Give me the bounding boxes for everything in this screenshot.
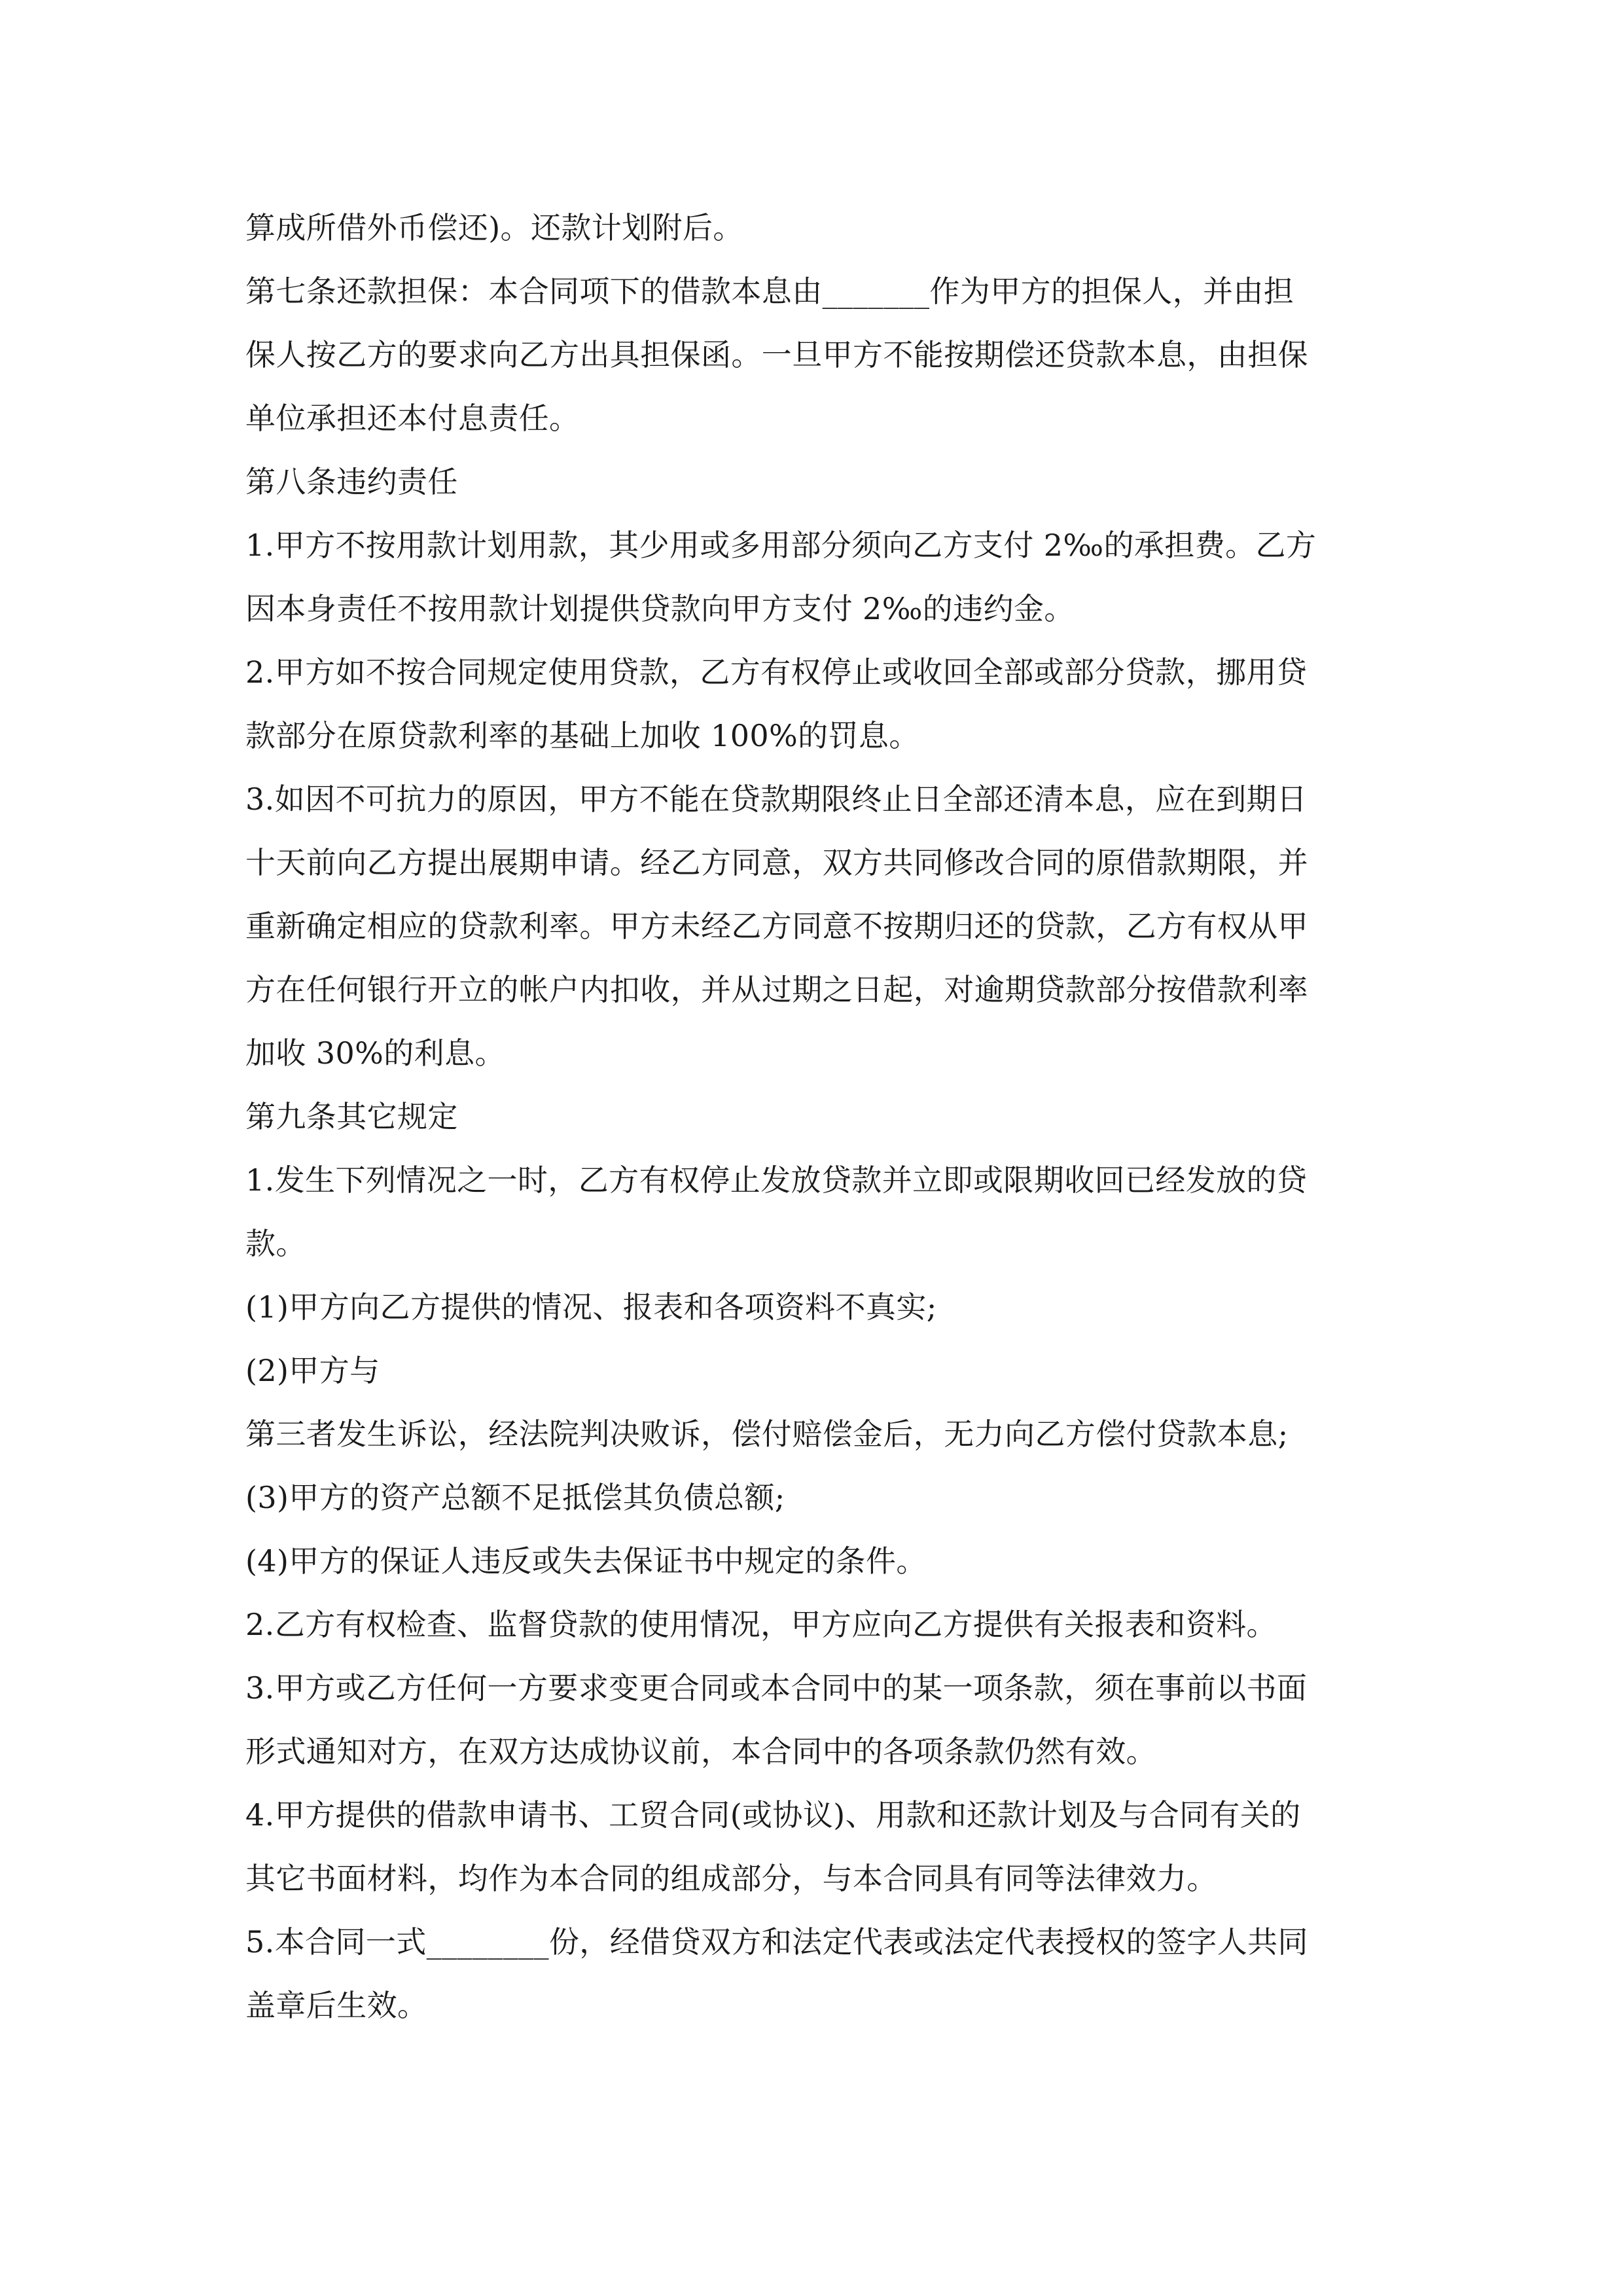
text-line: (1)甲方向乙方提供的情况、报表和各项资料不真实; bbox=[245, 1289, 937, 1325]
text-line: 盖章后生效。 bbox=[245, 1988, 428, 2023]
text-line: 第三者发生诉讼，经法院判决败诉，偿付赔偿金后，无力向乙方偿付贷款本息; bbox=[245, 1416, 1289, 1452]
text-line: 3.甲方或乙方任何一方要求变更合同或本合同中的某一项条款，须在事前以书面 bbox=[245, 1670, 1308, 1706]
text-line: (4)甲方的保证人违反或失去保证书中规定的条件。 bbox=[245, 1543, 927, 1579]
text-line: 5.本合同一式________份，经借贷双方和法定代表或法定代表授权的签字人共同 bbox=[245, 1924, 1308, 1960]
text-line: 形式通知对方，在双方达成协议前，本合同中的各项条款仍然有效。 bbox=[245, 1734, 1156, 1769]
text-line: 算成所借外币偿还)。还款计划附后。 bbox=[245, 210, 743, 245]
text-line: 单位承担还本付息责任。 bbox=[245, 401, 580, 436]
text-line: (2)甲方与 bbox=[245, 1353, 380, 1388]
text-line: 方在任何银行开立的帐户内扣收，并从过期之日起，对逾期贷款部分按借款利率 bbox=[245, 972, 1308, 1007]
text-line: 2.乙方有权检查、监督贷款的使用情况，甲方应向乙方提供有关报表和资料。 bbox=[245, 1607, 1277, 1642]
text-line: 保人按乙方的要求向乙方出具担保函。一旦甲方不能按期偿还贷款本息，由担保 bbox=[245, 337, 1308, 372]
section-heading: 第九条其它规定 bbox=[245, 1099, 458, 1134]
text-line: (3)甲方的资产总额不足抵偿其负债总额; bbox=[245, 1480, 785, 1515]
text-line: 3.如因不可抗力的原因，甲方不能在贷款期限终止日全部还清本息，应在到期日 bbox=[245, 781, 1308, 817]
text-line: 1.甲方不按用款计划用款，其少用或多用部分须向乙方支付 2‰的承担费。乙方 bbox=[245, 528, 1317, 563]
text-line: 重新确定相应的贷款利率。甲方未经乙方同意不按期归还的贷款，乙方有权从甲 bbox=[245, 908, 1308, 944]
text-line: 4.甲方提供的借款申请书、工贸合同(或协议)、用款和还款计划及与合同有关的 bbox=[245, 1797, 1301, 1833]
text-line: 款部分在原贷款利率的基础上加收 100%的罚息。 bbox=[245, 718, 919, 753]
text-line: 其它书面材料，均作为本合同的组成部分，与本合同具有同等法律效力。 bbox=[245, 1861, 1217, 1896]
text-line: 第七条还款担保：本合同项下的借款本息由_______作为甲方的担保人，并由担 bbox=[245, 274, 1294, 309]
text-line: 十天前向乙方提出展期申请。经乙方同意，双方共同修改合同的原借款期限，并 bbox=[245, 845, 1308, 880]
text-line: 因本身责任不按用款计划提供贷款向甲方支付 2‰的违约金。 bbox=[245, 591, 1075, 626]
text-line: 加收 30%的利息。 bbox=[245, 1035, 505, 1071]
text-line: 1.发生下列情况之一时，乙方有权停止发放贷款并立即或限期收回已经发放的贷 bbox=[245, 1162, 1308, 1198]
text-line: 2.甲方如不按合同规定使用贷款，乙方有权停止或收回全部或部分贷款，挪用贷 bbox=[245, 655, 1308, 690]
section-heading: 第八条违约责任 bbox=[245, 464, 458, 499]
document-body bbox=[245, 196, 1381, 2037]
text-line: 款。 bbox=[245, 1226, 306, 1261]
